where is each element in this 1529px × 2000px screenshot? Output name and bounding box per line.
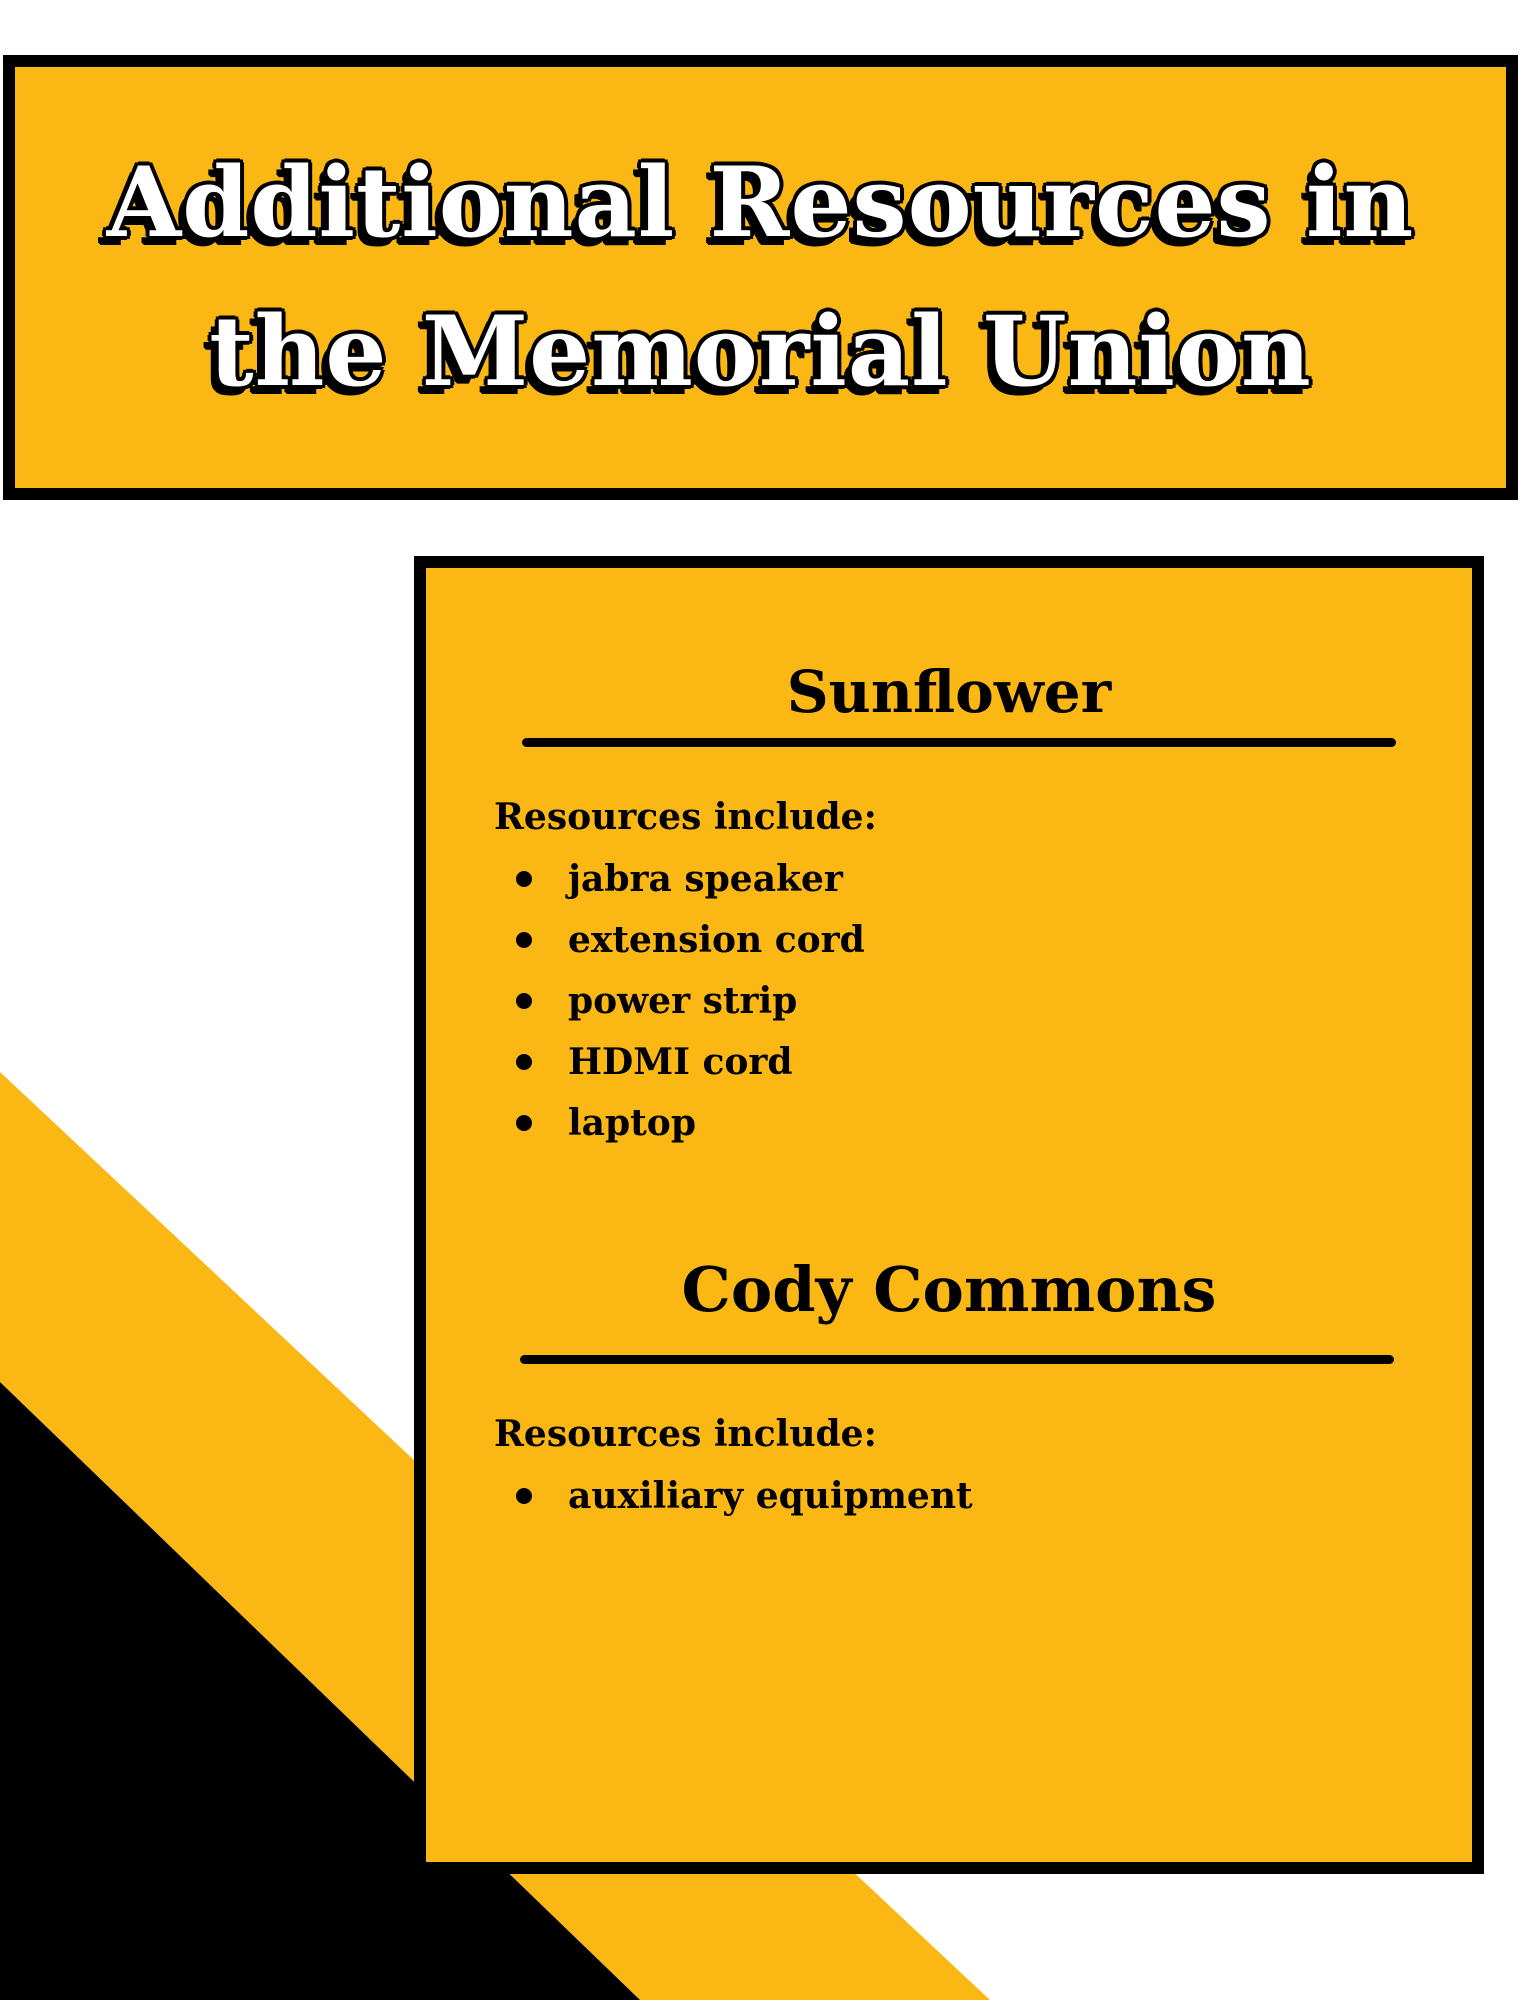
resources-panel <box>414 556 1484 1874</box>
list-item-label: jabra speaker <box>568 857 843 900</box>
bullet-icon <box>516 1054 532 1070</box>
divider-sunflower <box>522 738 1396 747</box>
divider-cody-commons <box>520 1355 1394 1364</box>
page-title-line-2: the Memorial Union <box>209 294 1312 408</box>
bullet-icon <box>516 1488 532 1504</box>
list-item-label: auxiliary equipment <box>568 1474 973 1517</box>
resource-list-cody-commons <box>494 1465 973 1526</box>
section-title-cody-commons: Cody Commons <box>681 1253 1217 1326</box>
list-item-label: power strip <box>568 979 798 1022</box>
list-item <box>494 1031 865 1092</box>
list-item <box>494 1092 865 1153</box>
list-item-label: HDMI cord <box>568 1040 793 1083</box>
resources-label-cody-commons: Resources include: <box>494 1413 877 1455</box>
list-item <box>494 909 865 970</box>
list-item <box>494 848 865 909</box>
list-item-label: extension cord <box>568 918 865 961</box>
list-item <box>494 1465 973 1526</box>
section-title-sunflower: Sunflower <box>786 658 1112 726</box>
title-banner <box>3 55 1518 500</box>
list-item <box>494 970 865 1031</box>
bullet-icon <box>516 1115 532 1131</box>
bullet-icon <box>516 993 532 1009</box>
resources-label-sunflower: Resources include: <box>494 796 877 838</box>
bullet-icon <box>516 932 532 948</box>
bullet-icon <box>516 871 532 887</box>
page-title-line-1: Additional Resources in <box>106 145 1415 259</box>
resource-list-sunflower <box>494 848 865 1153</box>
list-item-label: laptop <box>568 1101 696 1144</box>
